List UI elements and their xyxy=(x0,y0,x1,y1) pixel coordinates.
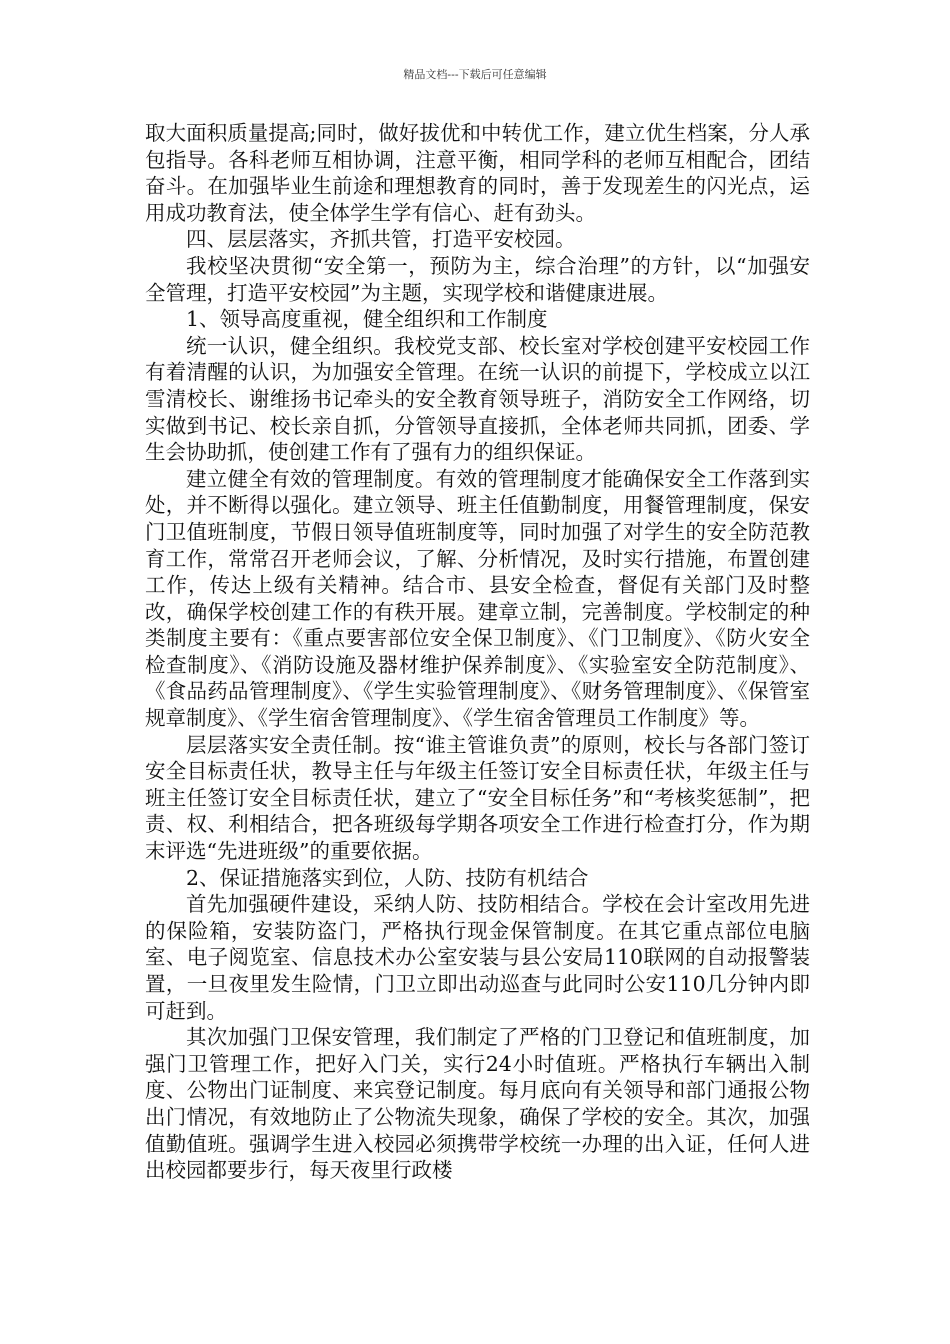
paragraph-6: 建立健全有效的管理制度。有效的管理制度才能确保安全工作落到实处，并不断得以强化。建立领导、班主任值勤制度，用餐管理制度，保安门卫值班制度，节假日领导值班制度等，同时加强了对学生的安全防范教育工作，常常召开老师会议，了解、分析情况，及时实行措施，布置创建工作，传达上级有关精神。结合市、县安全检查，督促有关部门及时整改，确保学校创建工作的有秩开展。建章立制，完善制度。学校制定的种类制度主要有：《重点要害部位安全保卫制度》、《门卫制度》、《防火安全检查制度》、《消防设施及器材维护保养制度》、《实验室安全防范制度》、《食品药品管理制度》、《学生实验管理制度》、《财务管理制度》、《保管室规章制度》、《学生宿舍管理制度》、《学生宿舍管理员工作制度》等。 xyxy=(145,466,810,731)
paragraph-1: 取大面积质量提高;同时，做好拔优和中转优工作，建立优生档案，分人承包指导。各科老师互相协调，注意平衡，相同学科的老师互相配合，团结奋斗。在加强毕业生前途和理想教育的同时，善于发现差生的闪光点，运用成功教育法，使全体学生学有信心、赶有劲头。 xyxy=(145,121,810,225)
paragraph-3: 我校坚决贯彻“安全第一，预防为主，综合治理”的方针，以“加强安全管理，打造平安校园”为主题，实现学校和谐健康进展。 xyxy=(145,253,810,305)
section-heading-4: 四、层层落实，齐抓共管，打造平安校园。 xyxy=(186,227,576,252)
document-body xyxy=(145,120,810,1184)
paragraph-10: 其次加强门卫保安管理，我们制定了严格的门卫登记和值班制度，加强门卫管理工作，把好入门关，实行24小时值班。严格执行车辆出入制度、公物出门证制度、来宾登记制度。每月底向有关领导和部门通报公物出门情况，有效地防止了公物流失现象，确保了学校的安全。其次，加强值勤值班。强调学生进入校园必须携带学校统一办理的出入证，任何人进出校园都要步行，每天夜里行政楼 xyxy=(145,1025,810,1183)
paragraph-9: 首先加强硬件建设，采纳人防、技防相结合。学校在会计室改用先进的保险箱，安装防盗门，严格执行现金保管制度。在其它重点部位电脑室、电子阅览室、信息技术办公室安装与县公安局110联网的自动报警装置，一旦夜里发生险情，门卫立即出动巡查与此同时公安110几分钟内即可赶到。 xyxy=(145,892,810,1023)
page-header: 精品文档---下载后可任意编辑 xyxy=(403,68,547,81)
subheading-1: 1、领导高度重视，健全组织和工作制度 xyxy=(186,307,548,332)
subheading-2: 2、保证措施落实到位，人防、技防有机结合 xyxy=(186,865,589,890)
paragraph-7: 层层落实安全责任制。按“谁主管谁负责”的原则，校长与各部门签订安全目标责任状，教导主任与年级主任签订安全目标责任状，年级主任与班主任签订安全目标责任状，建立了“安全目标任务”和“考核奖惩制”，把责、权、利相结合，把各班级每学期各项安全工作进行检查打分，作为期末评选“先进班级”的重要依据。 xyxy=(145,732,810,864)
paragraph-5: 统一认识，健全组织。我校党支部、校长室对学校创建平安校园工作有着清醒的认识，为加强安全管理。在统一认识的前提下，学校成立以江雪清校长、谢维扬书记牵头的安全教育领导班子，消防安全工作网络，切实做到书记、校长亲自抓，分管领导直接抓，全体老师共同抓，团委、学生会协助抓，使创建工作有了强有力的组织保证。 xyxy=(145,333,810,465)
